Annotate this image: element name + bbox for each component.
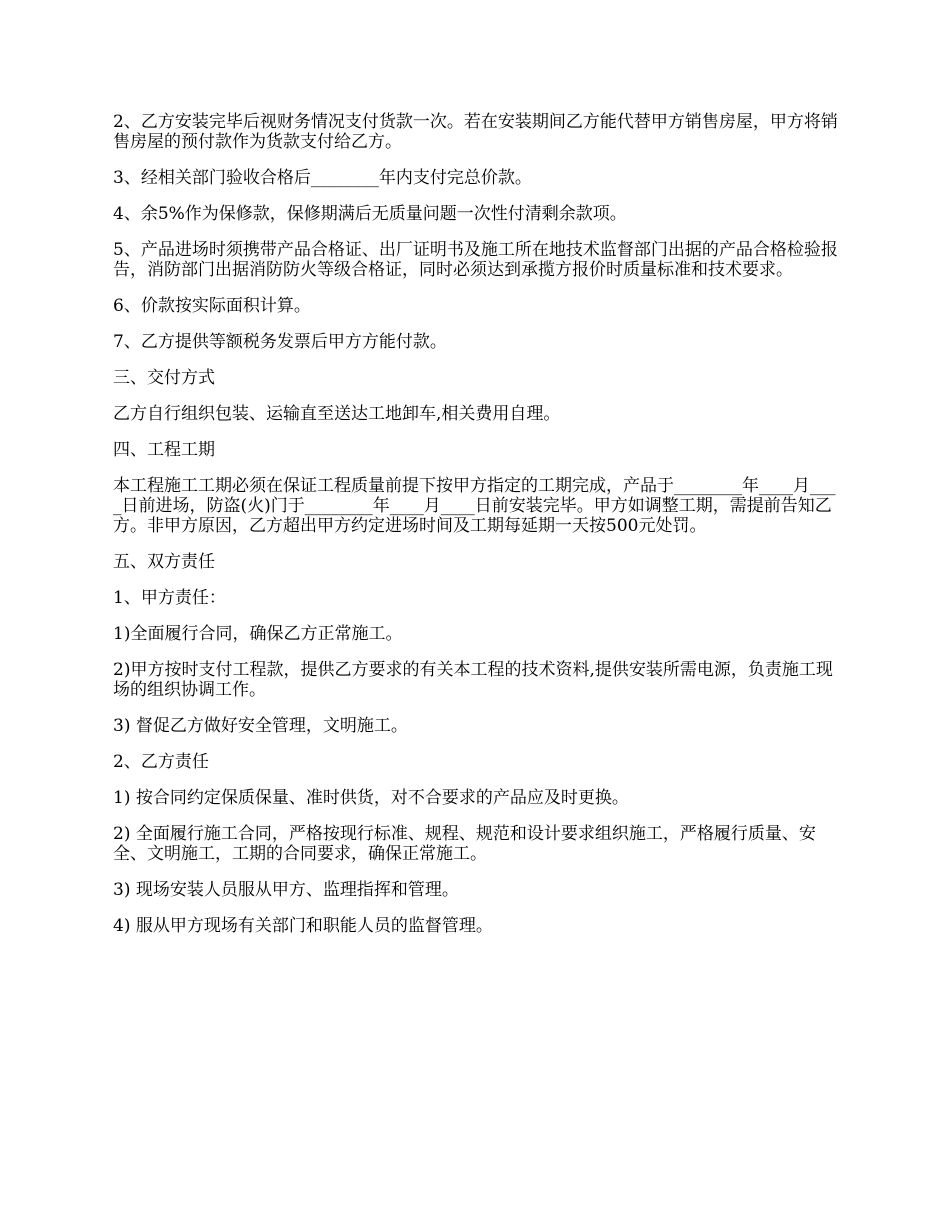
party-b-duty-1: 1) 按合同约定保质保量、准时供货，对不合要求的产品应及时更换。 <box>113 788 629 808</box>
party-a-duty-3: 3) 督促乙方做好安全管理，文明施工。 <box>113 716 408 736</box>
payment-clause-5: 5、产品进场时须携带产品合格证、出厂证明书及施工所在地技术监督部门出据的产品合格检验报告，消防部门出据消防防火等级合格证，同时必须达到承揽方报价时质量标准和技术要求。 <box>113 240 838 280</box>
payment-clause-4: 4、余5%作为保修款，保修期满后无质量问题一次性付清剩余款项。 <box>113 204 627 224</box>
payment-clause-2: 2、乙方安装完毕后视财务情况支付货款一次。若在安装期间乙方能代替甲方销售房屋，甲方将销售房屋的预付款作为货款支付给乙方。 <box>113 112 838 152</box>
party-b-duty-2: 2) 全面履行施工合同，严格按现行标准、规程、规范和设计要求组织施工，严格履行质量、安全、文明施工，工期的合同要求，确保正常施工。 <box>113 824 816 864</box>
delivery-text: 乙方自行组织包装、运输直至送达工地卸车,相关费用自理。 <box>113 404 561 424</box>
party-b-duty-4: 4) 服从甲方现场有关部门和职能人员的监督管理。 <box>113 916 493 936</box>
payment-clause-6: 6、价款按实际面积计算。 <box>113 296 311 316</box>
party-a-duty-1: 1)全面履行合同，确保乙方正常施工。 <box>113 624 403 644</box>
section-heading-responsibilities: 五、双方责任 <box>113 552 215 572</box>
party-b-duty-3: 3) 现场安装人员服从甲方、监理指挥和管理。 <box>113 880 459 900</box>
payment-clause-3: 3、经相关部门验收合格后________年内支付完总价款。 <box>113 168 532 188</box>
payment-clause-7: 7、乙方提供等额税务发票后甲方方能付款。 <box>113 332 447 352</box>
document-page <box>113 112 843 952</box>
section-heading-schedule: 四、工程工期 <box>113 440 215 460</box>
party-a-heading: 1、甲方责任： <box>113 588 226 608</box>
party-a-duty-2: 2)甲方按时支付工程款，提供乙方要求的有关本工程的技术资料,提供安装所需电源，负责施工现场的组织协调工作。 <box>113 660 833 700</box>
section-heading-delivery: 三、交付方式 <box>113 368 215 388</box>
party-b-heading: 2、乙方责任 <box>113 752 209 772</box>
schedule-text: 本工程施工工期必须在保证工程质量前提下按甲方指定的工期完成，产品于________年____月____日前进场，防盗(火)门于________年____月____日前安装完毕。甲方如调整工期，需提前告知乙方。非甲方原因，乙方超出甲方约定进场时间及工期每延期一天按500元处罚。 <box>113 476 836 536</box>
